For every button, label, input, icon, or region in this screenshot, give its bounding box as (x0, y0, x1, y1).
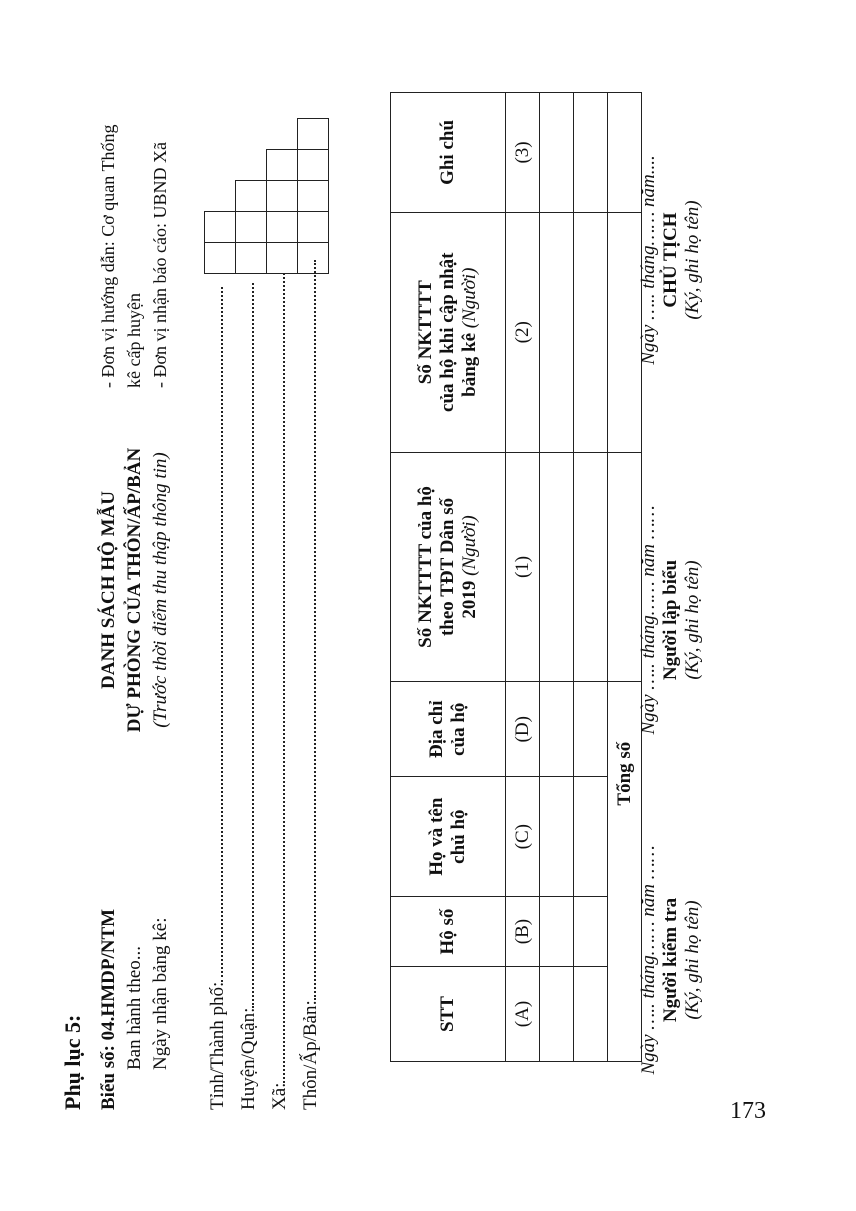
header-col2-line2: của hộ khi cập nhật (437, 252, 459, 412)
checker-signature (638, 810, 704, 1110)
code-c: (C) (506, 777, 540, 897)
household-table (390, 92, 642, 1062)
district-code-boxes (235, 180, 267, 274)
province-label: Tỉnh/Thành phố: (207, 981, 228, 1110)
header-col1-line2: theo TĐT Dân số (437, 497, 459, 637)
form-number: Biểu số: 04.HMDP/NTM (98, 908, 119, 1110)
district-line (236, 283, 260, 1110)
village-code-boxes (297, 118, 329, 274)
district-fill[interactable] (236, 283, 254, 1008)
header-col2-line1: Số NKTTTT (415, 280, 437, 385)
table-row (574, 93, 608, 1062)
table-cell[interactable] (540, 967, 574, 1062)
chair-role: CHỦ TỊCH (660, 212, 681, 308)
code-box[interactable] (267, 243, 298, 274)
chair-date: Ngày ….. tháng…… năm.... (638, 155, 659, 365)
code-box[interactable] (236, 212, 267, 243)
code-row (506, 93, 540, 1062)
district-label: Huyện/Quận: (238, 1007, 259, 1110)
rotated-page-content (60, 60, 800, 1110)
table-cell[interactable] (574, 682, 608, 777)
header-col1-unit: (Người) (458, 515, 480, 576)
checker-note: (Ký, ghi họ tên) (682, 900, 703, 1020)
table-cell[interactable] (540, 212, 574, 452)
village-label: Thôn/Ấp/Bản: (300, 1000, 321, 1110)
checker-role: Người kiểm tra (660, 897, 681, 1023)
commune-fill[interactable] (267, 273, 285, 1083)
title-subtitle: (Trước thời điểm thu thập thông tin) (150, 452, 171, 728)
village-fill[interactable] (298, 260, 316, 1000)
table-row (540, 93, 574, 1062)
header-col2-line3: bảng kê (458, 332, 480, 397)
code-box[interactable] (298, 181, 329, 212)
code-d: (D) (506, 682, 540, 777)
table-cell[interactable] (574, 452, 608, 682)
header-ho-ten: Họ và tên chủ hộ (391, 777, 506, 897)
code-a: (A) (506, 967, 540, 1062)
province-fill[interactable] (205, 287, 223, 982)
maker-signature (638, 470, 704, 770)
table-cell[interactable] (540, 897, 574, 967)
code-box[interactable] (298, 212, 329, 243)
commune-label: Xã: (269, 1082, 290, 1110)
code-1: (1) (506, 452, 540, 682)
receiver-unit: - Đơn vị nhận báo cáo: UBND Xã (150, 142, 170, 388)
header-ghichu: Ghi chú (391, 93, 506, 213)
table-cell[interactable] (540, 682, 574, 777)
table-cell[interactable] (574, 93, 608, 213)
table-cell[interactable] (540, 452, 574, 682)
header-stt: STT (391, 967, 506, 1062)
header-dia-chi: Địa chỉ của hộ (391, 682, 506, 777)
code-box[interactable] (205, 212, 236, 243)
code-box[interactable] (267, 181, 298, 212)
header-col2 (391, 212, 506, 452)
received-date-label: Ngày nhận bảng kê: (150, 917, 171, 1070)
code-box[interactable] (298, 243, 329, 274)
total-cell[interactable] (608, 93, 642, 213)
header-col1 (391, 452, 506, 682)
code-box[interactable] (267, 150, 298, 181)
header-col1-line1: Số NKTTTT của hộ (415, 486, 437, 648)
total-cell[interactable] (608, 212, 642, 452)
maker-note: (Ký, ghi họ tên) (682, 560, 703, 680)
code-box[interactable] (298, 150, 329, 181)
maker-date: Ngày ….. tháng…… năm …… (638, 505, 659, 735)
table-cell[interactable] (574, 777, 608, 897)
guide-unit-line-1: - Đơn vị hướng dẫn: Cơ quan Thống (98, 124, 118, 388)
header-col1-line3: 2019 (458, 580, 480, 619)
page-number: 173 (730, 1098, 766, 1124)
code-box[interactable] (236, 243, 267, 274)
province-code-boxes (204, 211, 236, 274)
table-cell[interactable] (540, 93, 574, 213)
code-box[interactable] (236, 181, 267, 212)
maker-role: Người lập biểu (660, 559, 681, 681)
title-line-2: DỰ PHÒNG CỦA THÔN/ẤP/BẢN (124, 447, 145, 733)
header-ho-so: Hộ số (391, 897, 506, 967)
issued-by: Ban hành theo... (124, 945, 145, 1070)
code-box[interactable] (205, 243, 236, 274)
code-2: (2) (506, 212, 540, 452)
checker-date: Ngày ….. tháng…… năm …… (638, 845, 659, 1075)
appendix-label: Phụ lục 5: (60, 1014, 85, 1110)
table-cell[interactable] (574, 897, 608, 967)
total-row (608, 93, 642, 1062)
guide-unit-line-2: kê cấp huyện (124, 293, 144, 388)
table-cell[interactable] (574, 967, 608, 1062)
title-line-1: DANH SÁCH HỘ MẪU (98, 491, 119, 689)
code-b: (B) (506, 897, 540, 967)
commune-code-boxes (266, 149, 298, 274)
total-label: Tổng số (608, 682, 642, 1062)
commune-line (267, 273, 291, 1110)
province-line (205, 287, 229, 1110)
code-box[interactable] (298, 119, 329, 150)
chair-note: (Ký, ghi họ tên) (682, 200, 703, 320)
header-col2-unit: (Người) (458, 267, 480, 329)
village-line (298, 260, 322, 1110)
table-cell[interactable] (540, 777, 574, 897)
table-header-row (391, 93, 506, 1062)
code-box[interactable] (267, 212, 298, 243)
chair-signature (638, 110, 704, 410)
code-3: (3) (506, 93, 540, 213)
total-cell[interactable] (608, 452, 642, 682)
table-cell[interactable] (574, 212, 608, 452)
